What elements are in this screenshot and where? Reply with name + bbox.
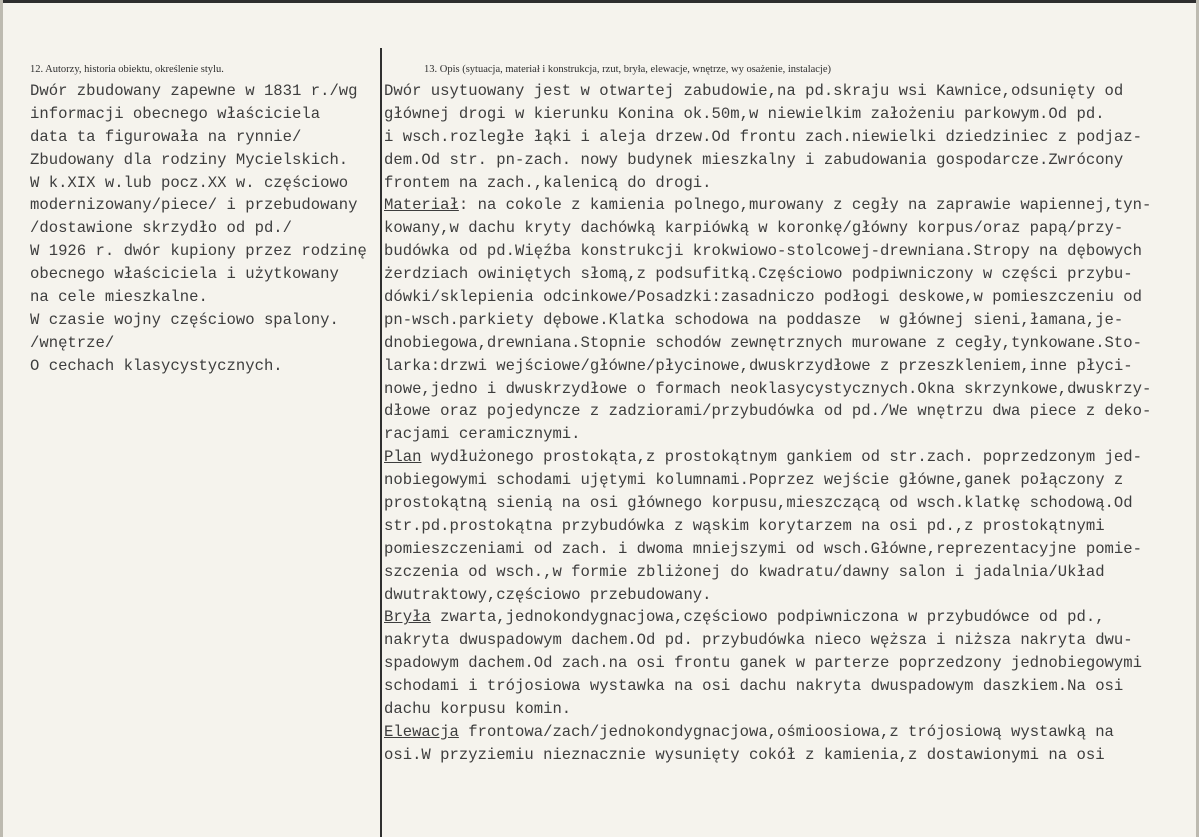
description-text-line (384, 263, 1192, 286)
section-label: Plan (384, 448, 422, 467)
section-label: Materiał (384, 196, 459, 215)
description-text: spadowym dachem.Od zach.na osi frontu ganek w parterze poprzedzony jednobiegowymi (384, 654, 1142, 673)
history-text-line: modernizowany/piece/ i przebudowany (30, 196, 358, 215)
description-text: pomieszczeniami od zach. i dwoma mniejszymi od wsch.Główne,reprezentacyjne pomie- (384, 539, 1142, 558)
history-text-line: /wnętrze/ (30, 333, 115, 352)
section-12-heading: 12. Autorzy, historia obiektu, określenie stylu. (30, 64, 224, 75)
description-text-line (384, 240, 1192, 263)
description-text-line (384, 698, 1192, 721)
description-text-line (384, 378, 1192, 401)
history-text-line: informacji obecnego właściciela (30, 104, 321, 123)
history-text-line: Zbudowany dla rodziny Mycielskich. (30, 150, 349, 169)
description-text: nowe,jedno i dwuskrzydłowe o formach neoklasycystycznych.Okna skrzynkowe,dwuskrzy- (384, 379, 1152, 398)
top-border-line (0, 0, 1199, 3)
description-text: kowany,w dachu kryty dachówką karpiówką w koronkę/główny korpus/oraz papą/przy- (384, 219, 1124, 238)
description-text: schodami i trójosiowa wystawka na osi dachu nakryta dwuspadowym daszkiem.Na osi (384, 677, 1124, 696)
description-text-line (384, 629, 1192, 652)
history-text-line: O cechach klasycystycznych. (30, 356, 283, 375)
description-text-line (384, 172, 1192, 195)
description-text: żerdziach owiniętych słomą,z podsufitką.Częściowo podpiwniczony w części przybu- (384, 265, 1133, 284)
left-page-edge (0, 0, 3, 837)
description-text: str.pd.prostokątna przybudówka z wąskim korytarzem na osi pd.,z prostokątnymi (384, 516, 1105, 535)
history-text-line: W 1926 r. dwór kupiony przez rodzinę (30, 242, 367, 261)
description-text-line (384, 744, 1192, 767)
description-text: budówka od pd.Więźba konstrukcji krokwiowo-stolcowej-drewniana.Stropy na dębowych (384, 242, 1142, 261)
history-text-line: W k.XIX w.lub pocz.XX w. częściowo (30, 173, 349, 192)
description-text-line (384, 652, 1192, 675)
description-text-line (384, 561, 1192, 584)
description-text: nakryta dwuspadowym dachem.Od pd. przybudówka nieco węższa i niższa nakryta dwu- (384, 631, 1133, 650)
description-text-line (384, 515, 1192, 538)
section-label: Bryła (384, 608, 431, 627)
description-text: dem.Od str. pn-zach. nowy budynek mieszkalny i zabudowania gospodarcze.Zwrócony (384, 150, 1124, 169)
description-text-line (384, 721, 1192, 744)
description-text: dachu korpusu komin. (384, 700, 572, 719)
description-text-line (384, 446, 1192, 469)
description-text: dłowe oraz pojedyncze z zadziorami/przybudówka od pd./We wnętrzu dwa piece z deko- (384, 402, 1152, 421)
description-text: dwutraktowy,częściowo przebudowany. (384, 585, 712, 604)
description-text: prostokątną sienią na osi głównego korpusu,mieszczącą od wsch.klatkę schodową.Od (384, 494, 1133, 513)
description-text: zwarta,jednokondygnacjowa,częściowo podpiwniczona w przybudówce od pd., (430, 608, 1105, 627)
description-text: osi.W przyziemiu nieznacznie wysunięty cokół z kamienia,z dostawionymi na osi (384, 745, 1105, 764)
description-text-line (384, 309, 1192, 332)
description-text: Dwór usytuowany jest w otwartej zabudowie,na pd.skraju wsi Kawnice,odsunięty od (384, 82, 1124, 100)
description-text-line (384, 538, 1192, 561)
description-text: i wsch.rozległe łąki i aleja drzew.Od frontu zach.niewielki dziedziniec z podjaz- (384, 127, 1142, 146)
history-text-line: data ta figurowała na rynnie/ (30, 127, 302, 146)
description-text-line (384, 126, 1192, 149)
description-text: wydłużonego prostokąta,z prostokątnym gankiem od str.zach. poprzedzonym jed- (421, 448, 1142, 467)
description-text-line (384, 492, 1192, 515)
description-text-line (384, 469, 1192, 492)
section-13-heading: 13. Opis (sytuacja, materiał i konstrukcja, rzut, bryła, elewacje, wnętrze, wy osażenie, instalacje) (424, 64, 832, 75)
description-text-line (384, 332, 1192, 355)
history-text-line: /dostawione skrzydło od pd./ (30, 219, 293, 238)
description-text: larka:drzwi wejściowe/główne/płycinowe,dwuskrzydłowe z przeszkleniem,inne płyci- (384, 356, 1133, 375)
description-text-line (384, 149, 1192, 172)
description-text: nobiegowymi schodami ujętymi kolumnami.Poprzez wejście główne,ganek połączony z (384, 471, 1124, 490)
description-column (384, 80, 1192, 767)
history-text-line: W czasie wojny częściowo spalony. (30, 310, 339, 329)
description-text: pn-wsch.parkiety dębowe.Klatka schodowa na poddasze w głównej sieni,łamana,je- (384, 310, 1124, 329)
section-label: Elewacja (384, 722, 459, 741)
history-text-line: obecnego właściciela i użytkowany (30, 265, 339, 284)
description-text-line (384, 194, 1192, 217)
description-text: dówki/sklepienia odcinkowe/Posadzki:zasadniczo podłogi deskowe,w pomieszczeniu od (384, 288, 1142, 307)
description-text-line (384, 584, 1192, 607)
description-text-line (384, 400, 1192, 423)
description-text: frontem na zach.,kalenicą do drogi. (384, 173, 712, 192)
description-text: frontowa/zach/jednokondygnacjowa,ośmioosiowa,z trójosiową wystawką na (458, 722, 1114, 741)
description-text-line (384, 80, 1192, 103)
description-text: racjami ceramicznymi. (384, 425, 581, 444)
description-text-line (384, 606, 1192, 629)
history-column (30, 80, 375, 378)
history-text-line: Dwór zbudowany zapewne w 1831 r./wg (30, 82, 358, 100)
description-text-line (384, 675, 1192, 698)
column-divider (380, 48, 382, 837)
description-text: : na cokole z kamienia polnego,murowany z cegły na zaprawie wapiennej,tyn- (458, 196, 1152, 215)
description-text-line (384, 423, 1192, 446)
description-text-line (384, 286, 1192, 309)
description-text: dnobiegowa,drewniana.Stopnie schodów zewnętrznych murowane z cegły,tynkowane.Sto- (384, 333, 1142, 352)
description-text: szczenia od wsch.,w formie zbliżonej do kwadratu/dawny salon i jadalnia/Układ (384, 562, 1105, 581)
description-text-line (384, 355, 1192, 378)
description-text-line (384, 103, 1192, 126)
description-text: głównej drogi w kierunku Konina ok.50m,w niewielkim założeniu parkowym.Od pd. (384, 104, 1105, 123)
description-text-line (384, 217, 1192, 240)
history-text-line: na cele mieszkalne. (30, 288, 208, 307)
